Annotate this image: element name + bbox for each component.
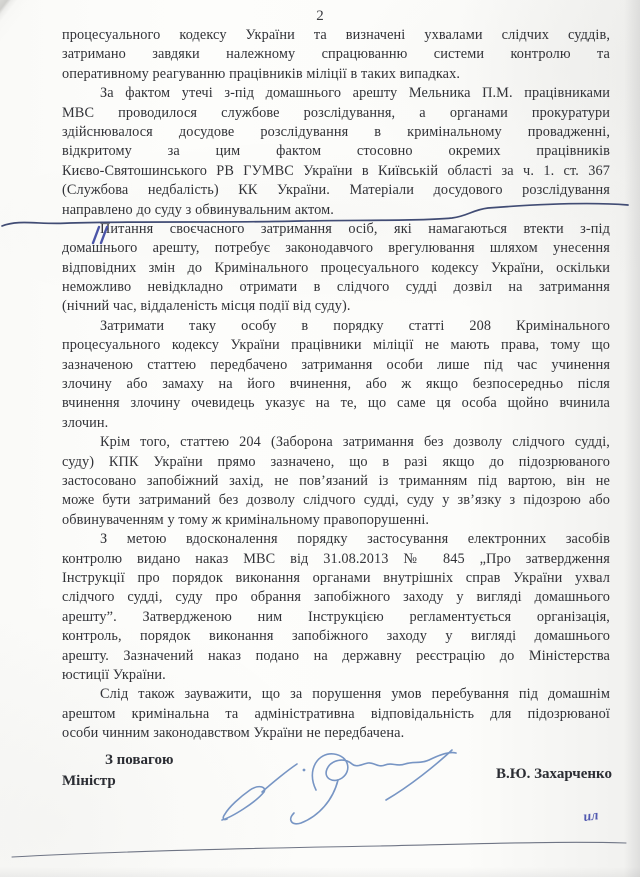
- paragraph: [62, 220, 610, 317]
- text-line: може бути затриманий без дозволу слідчого судді, суду у зв’язку з підозрою або: [62, 492, 610, 509]
- text-line: арешту. Зазначений наказ подано на державну реєстрацію до Міністерства: [62, 647, 610, 664]
- text-line: суду) КПК України прямо зазначено, що в разі якщо до підозрюваного: [62, 453, 610, 470]
- text-line: процесуального кодексу України працівники міліції не мають права, тому що: [62, 337, 610, 354]
- text-line: Питання своєчасного затримання осіб, які намагаються втекти з-під: [100, 220, 610, 237]
- text-line: юстиції України.: [62, 666, 166, 683]
- text-line: обвинуваченням у тому ж кримінальному правопорушенні.: [62, 511, 430, 528]
- text-line: оперативному реагуванню працівників міліції в таких випадках.: [62, 65, 461, 82]
- text-line: Крім того, статтею 204 (Заборона затримання без дозволу слідчого судді,: [100, 434, 610, 451]
- text-line: З метою вдосконалення порядку застосування електронних засобів: [100, 531, 610, 548]
- paragraph: [62, 26, 610, 84]
- text-line: арешту”. Затвердженою ним Інструкцією регламентується організація,: [62, 608, 610, 625]
- text-line: злочину або замаху на його вчинення, або ж якщо безпосередньо після: [62, 376, 610, 393]
- text-line: направлено до суду з обвинувальним актом.: [62, 201, 334, 218]
- text-line: арештом кримінальна та адміністративна відповідальність для підозрюваної: [62, 705, 610, 722]
- page-number: 2: [316, 8, 324, 24]
- text-line: відкритому за цим фактом стосовно окремих працівників: [62, 143, 610, 160]
- text-line: Затримати таку особу в порядку статті 208 Кримінального: [100, 317, 610, 334]
- text-line: застосовано запобіжний захід, не пов’язаний із триманням під вартою, він не: [62, 472, 610, 489]
- text-line: За фактом утечі з-під домашнього арешту Мельника П.М. працівниками: [100, 85, 610, 102]
- paragraph: [62, 530, 610, 685]
- paragraph: [62, 685, 610, 743]
- text-line: (Службова недбалість) КК України. Матеріали досудового розслідування: [62, 182, 610, 199]
- text-line: Слід також зауважити, що за порушення умов перебування під домашнім: [100, 686, 610, 703]
- text-line: зазначеною статтею передбачено затримання особи лише під час учинення: [62, 356, 610, 373]
- paragraph: [62, 433, 610, 530]
- text-line: здійснювалося досудове розслідування в кримінальному провадженні,: [62, 123, 610, 140]
- text-line: Інструкції про порядок виконання органами внутрішніх справ України ухвал: [62, 569, 610, 586]
- text-line: злочин.: [62, 414, 109, 431]
- paragraph: [62, 317, 610, 433]
- text-line: Києво-Святошинського РВ ГУМВС України в Київській області за ч. 1. ст. 367: [62, 162, 610, 179]
- text-line: процесуального кодексу України та визначені ухвалами слідчих суддів,: [62, 27, 610, 43]
- corner-initials-mark: ил: [582, 808, 600, 826]
- document-body: [62, 26, 610, 743]
- text-line: вчинення злочину очевидець указує на те, що саме ця особа щойно вчинила: [62, 395, 610, 412]
- text-line: (нічний час, віддаленість місця події від суду).: [62, 298, 351, 315]
- text-line: МВС проводилося службове розслідування, а органами прокуратури: [62, 104, 610, 121]
- closing-salutation: З повагою: [105, 752, 174, 768]
- paragraph: [62, 84, 610, 220]
- text-line: затримано завдяки належному спрацюванню системи контролю та: [62, 46, 610, 63]
- text-line: відповідних змін до Кримінального процесуального кодексу України, оскільки: [62, 259, 610, 276]
- text-line: контролю видано наказ МВС від 31.08.2013 № 845 „Про затвердження: [62, 550, 610, 567]
- text-line: контроль, порядок виконання запобіжного заходу у вигляді домашнього: [62, 628, 610, 645]
- scan-edge-shadow-bottom: [0, 867, 640, 877]
- closing-signer-name: В.Ю. Захарченко: [495, 766, 612, 782]
- closing-position-title: Міністр: [62, 773, 116, 789]
- text-line: домашнього арешту, потребує законодавчого врегулювання шляхом унесення: [62, 240, 610, 257]
- text-line: особи чинним законодавством України не передбачена.: [62, 725, 405, 742]
- text-line: слідчого судді, суду про обрання запобіжного заходу у вигляді домашнього: [62, 589, 610, 606]
- scan-edge-shadow-right: [624, 0, 640, 877]
- text-line: неможливо невідкладно отримати в слідчого судді дозвіл на затримання: [62, 279, 610, 296]
